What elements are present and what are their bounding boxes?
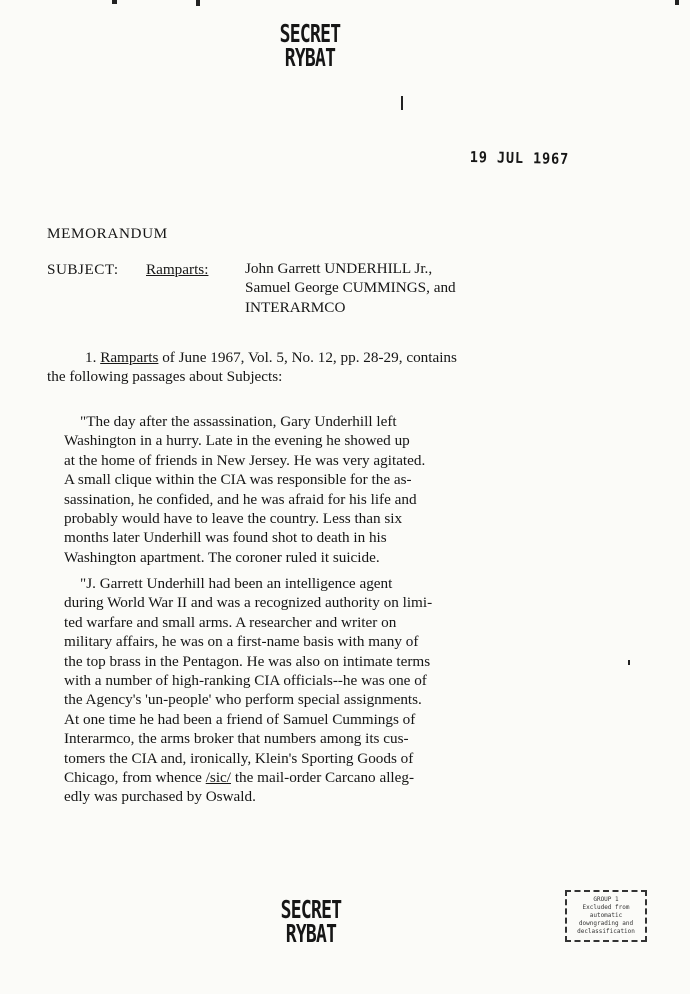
stamp-rybat: RYBAT [284,43,336,72]
classification-stamp-bottom [271,895,350,948]
paragraph-line: the following passages about Subjects: [47,368,283,386]
scan-speck [196,0,200,6]
subject-reference: Ramparts: [146,261,209,278]
group-downgrade-stamp: GROUP 1 Excluded from automatic downgrading and declassification [565,890,647,942]
quote-line: tomers the CIA and, ironically, Klein's Sporting Goods of [64,749,414,767]
scan-speck [628,660,630,665]
classification-stamp-top [270,19,349,72]
quote-line: "The day after the assassination, Gary Underhill left [80,413,397,430]
subject-line: John Garrett UNDERHILL Jr., [245,260,433,277]
scan-speck [112,0,117,4]
quote-line: Interarmco, the arms broker that numbers among its cus- [64,730,409,748]
quote-line: edly was purchased by Oswald. [64,788,256,806]
sic-mark: /sic/ [205,768,232,786]
quote-line: Chicago, from whence /sic/ the mail-order Carcano alleg- [64,768,415,786]
quote-line: with a number of high-ranking CIA officials--he was one of [64,671,427,689]
quote-line: the Agency's 'un-people' who perform special assignments. [64,691,422,709]
quote-line: months later Underhill was found shot to death in his [64,529,387,547]
publication-ref: Ramparts [100,349,159,366]
paragraph-number: 1. [85,349,97,366]
subject-label: SUBJECT: [47,261,119,278]
quote-line: A small clique within the CIA was responsible for the as- [64,471,412,489]
quote-passage-2 [64,574,432,807]
quote-line: at the home of friends in New Jersey. He was very agitated. [64,451,426,469]
stamp-secret: SECRET [280,895,342,924]
subject-line: Samuel George CUMMINGS, and [245,279,456,297]
subject-line: INTERARMCO [245,298,346,316]
quote-line: during World War II and was a recognized authority on limi- [64,594,433,612]
quote-passage-1 [64,412,425,567]
memo-date: 19 JUL 1967 [469,148,570,168]
quote-line: ted warfare and small arms. A researcher and writer on [64,613,397,631]
stamp-secret: SECRET [279,19,341,48]
quote-line: the top brass in the Pentagon. He was also on intimate terms [64,652,431,670]
paragraph-line [47,348,457,367]
quote-line: military affairs, he was on a first-name basis with many of [64,633,419,651]
quote-line: Washington in a hurry. Late in the evening he showed up [64,432,410,450]
subject-lines [245,259,456,317]
quote-line: sassination, he confided, and he was afraid for his life and [64,490,417,508]
paragraph-1 [47,348,457,387]
quote-line: At one time he had been a friend of Samuel Cummings of [64,710,416,728]
quote-line: Washington apartment. The coroner ruled it suicide. [64,548,380,566]
quote-line: probably would have to leave the country. Less than six [64,509,403,527]
stamp-rybat: RYBAT [285,919,337,948]
quote-line: "J. Garrett Underhill had been an intelligence agent [80,575,393,592]
scan-speck [675,0,679,5]
memo-title: MEMORANDUM [47,225,168,242]
scan-speck [401,96,403,110]
paragraph-text: of June 1967, Vol. 5, No. 12, pp. 28-29, contains [158,349,457,366]
